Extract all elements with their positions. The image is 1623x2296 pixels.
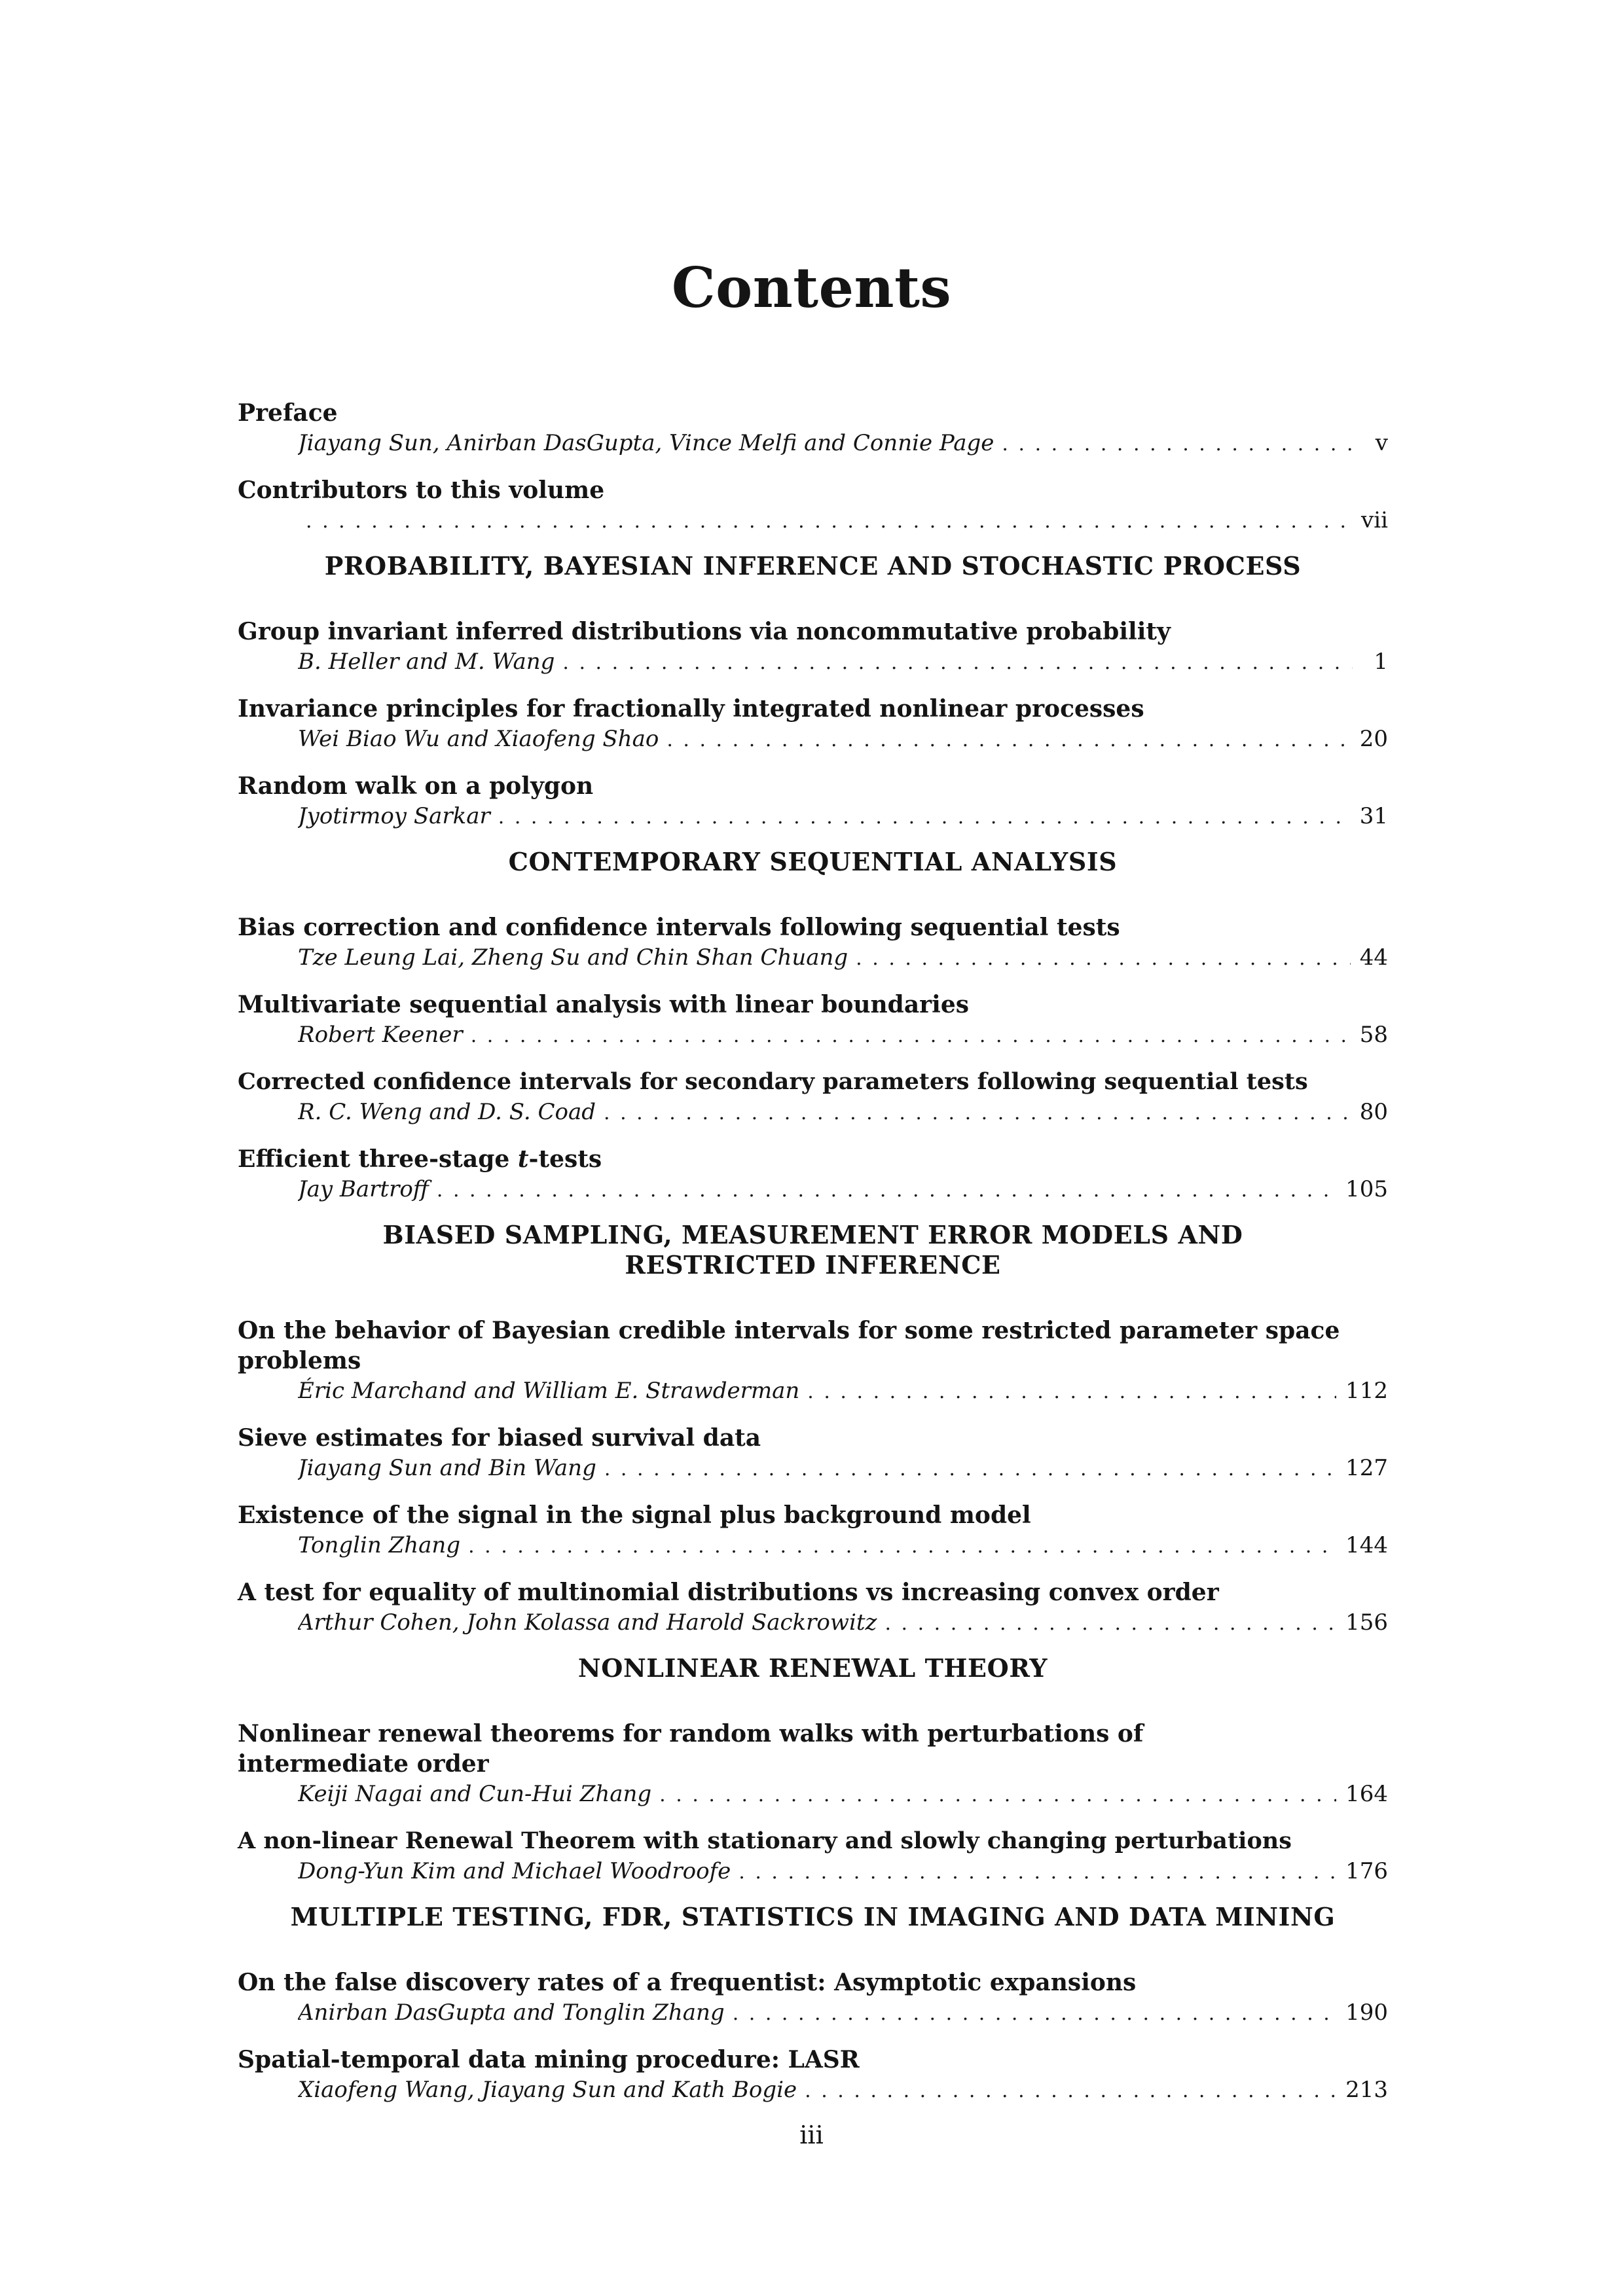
toc-entry-title: Spatial-temporal data mining procedure: LASR	[238, 2046, 860, 2073]
toc-entry-title: Existence of the signal in the signal plus background model	[238, 1501, 1031, 1529]
toc-entry-line	[298, 724, 1388, 754]
dot-leader	[604, 1098, 1351, 1127]
toc-entry-authors: Tonglin Zhang	[298, 1532, 461, 1558]
dot-leader	[306, 507, 1352, 535]
toc-entry-authors: Arthur Cohen, John Kolassa and Harold Sackrowitz	[298, 1609, 877, 1636]
dot-leader	[1002, 429, 1353, 458]
toc-entry-authors: Wei Biao Wu and Xiaofeng Shao	[298, 726, 659, 752]
section-heading: MULTIPLE TESTING, FDR, STATISTICS IN IMAGING AND DATA MINING	[290, 1902, 1336, 1931]
toc-entry-authors: Anirban DasGupta and Tonglin Zhang	[298, 2000, 725, 2026]
toc-entry-title: Bias correction and confidence intervals following sequential tests	[238, 914, 1120, 941]
section-heading: NONLINEAR RENEWAL THEORY	[577, 1653, 1048, 1683]
toc-entry-page: 112	[1345, 1378, 1388, 1404]
toc-entry-title-start: Efficient three-stage	[238, 1145, 518, 1173]
toc-entry-title	[238, 1144, 1388, 1174]
toc-entry-line	[298, 1453, 1388, 1483]
toc-entry-authors: B. Heller and M. Wang	[298, 649, 555, 675]
toc-entry-title: Multivariate sequential analysis with linear boundaries	[238, 991, 969, 1018]
toc-entry-authors: Éric Marchand and William E. Strawderman	[298, 1378, 800, 1404]
toc-entry-page: 190	[1345, 2000, 1388, 2026]
toc-entry-authors: Keiji Nagai and Cun-Hui Zhang	[298, 1781, 652, 1807]
toc-entry-line	[298, 1097, 1388, 1127]
toc-entry-page: v	[1375, 430, 1388, 456]
dot-leader	[659, 1780, 1336, 1809]
toc-entry-page: vii	[1361, 507, 1388, 533]
toc-entry-line	[298, 1856, 1388, 1886]
section-heading: BIASED SAMPLING, MEASUREMENT ERROR MODELS AND	[382, 1220, 1243, 1249]
toc-entry-title: Group invariant inferred distributions via noncommutative probability	[238, 618, 1171, 645]
dot-leader	[884, 1609, 1336, 1638]
toc-entry-line	[298, 1530, 1388, 1560]
toc-entry-title-italic: t	[517, 1145, 529, 1173]
toc-entry-page: 44	[1359, 944, 1388, 971]
toc-entry-page: 144	[1345, 1532, 1388, 1558]
dot-leader	[805, 2076, 1336, 2105]
toc-entry-authors: Xiaofeng Wang, Jiayang Sun and Kath Bogie	[298, 2077, 797, 2103]
toc-entry-page: 213	[1345, 2077, 1388, 2103]
toc-entry-title: Corrected confidence intervals for secondary parameters following sequential tests	[238, 1068, 1308, 1095]
toc-entry-title: Nonlinear renewal theorems for random walks with perturbations of intermediate order	[238, 1720, 1144, 1778]
toc-entry-line	[298, 1779, 1388, 1809]
dot-leader	[468, 1532, 1336, 1560]
toc-entry-title: A non-linear Renewal Theorem with stationary and slowly changing perturbations	[238, 1827, 1292, 1854]
toc-entry-title: Preface	[238, 399, 338, 427]
section-heading: PROBABILITY, BAYESIAN INFERENCE AND STOCHASTIC PROCESS	[324, 551, 1302, 581]
toc-entry-line	[298, 801, 1388, 831]
toc-entry-title: Sieve estimates for biased survival data	[238, 1424, 761, 1452]
toc-entry-page: 1	[1374, 649, 1388, 675]
toc-entry-title: Random walk on a polygon	[238, 772, 594, 800]
toc-entry-line	[298, 1998, 1388, 2028]
toc-entry-title: On the false discovery rates of a frequentist: Asymptotic expansions	[238, 1969, 1137, 1996]
toc-entry-line	[298, 1376, 1388, 1406]
toc-entry-page: 176	[1345, 1858, 1388, 1884]
toc-entry-line	[298, 1174, 1388, 1204]
toc-entry-title: On the behavior of Bayesian credible intervals for some restricted parameter space problems	[238, 1317, 1340, 1374]
toc-entry-page: 80	[1359, 1099, 1388, 1125]
toc-entry-title: A test for equality of multinomial distributions vs increasing convex order	[238, 1579, 1219, 1606]
toc-entry-page: 164	[1345, 1781, 1388, 1807]
toc-entry-line	[298, 1607, 1388, 1638]
toc-entry-authors: Jiayang Sun and Bin Wang	[298, 1455, 596, 1481]
toc-entry-authors: R. C. Weng and D. S. Coad	[298, 1099, 596, 1125]
dot-leader	[604, 1454, 1336, 1483]
toc-entry-authors: Dong-Yun Kim and Michael Woodroofe	[298, 1858, 731, 1884]
toc-entry-line	[298, 505, 1388, 535]
dot-leader	[807, 1377, 1336, 1406]
dot-leader	[856, 944, 1351, 973]
toc-entry-authors: Robert Keener	[298, 1022, 463, 1048]
toc-entry-authors: Tze Leung Lai, Zheng Su and Chin Shan Chuang	[298, 944, 848, 971]
page-number: iii	[799, 2121, 824, 2149]
dot-leader	[437, 1175, 1336, 1204]
toc-entry-line	[298, 647, 1388, 677]
toc-entry-line	[298, 942, 1388, 973]
section-heading-continued: RESTRICTED INFERENCE	[625, 1250, 1001, 1280]
toc-entry-page: 31	[1359, 803, 1388, 829]
toc-entry-page: 156	[1345, 1609, 1388, 1636]
section-heading: CONTEMPORARY SEQUENTIAL ANALYSIS	[508, 847, 1118, 876]
dot-leader	[666, 725, 1350, 754]
dot-leader	[562, 648, 1353, 677]
toc-entry-authors: Jiayang Sun, Anirban DasGupta, Vince Melfi and Connie Page	[298, 430, 994, 456]
toc-entry-page: 20	[1359, 726, 1388, 752]
toc-entry-title-end: -tests	[528, 1145, 602, 1173]
page-title: Contents	[671, 255, 952, 320]
toc-entry-page: 127	[1345, 1455, 1388, 1481]
toc-entry-line	[298, 2075, 1388, 2105]
toc-entry-page: 105	[1345, 1176, 1388, 1202]
toc-entry-authors: Jyotirmoy Sarkar	[298, 803, 490, 829]
dot-leader	[739, 1857, 1336, 1886]
toc-entry-authors: Jay Bartroff	[298, 1176, 429, 1202]
toc-entry-line	[298, 1020, 1388, 1050]
dot-leader	[733, 1999, 1336, 2028]
dot-leader	[471, 1021, 1351, 1050]
toc-entry-page: 58	[1359, 1022, 1388, 1048]
toc-entry-line	[298, 428, 1388, 458]
dot-leader	[498, 802, 1351, 831]
toc-entry-title: Contributors to this volume	[238, 476, 605, 504]
toc-entry-title: Invariance principles for fractionally integrated nonlinear processes	[238, 695, 1144, 723]
